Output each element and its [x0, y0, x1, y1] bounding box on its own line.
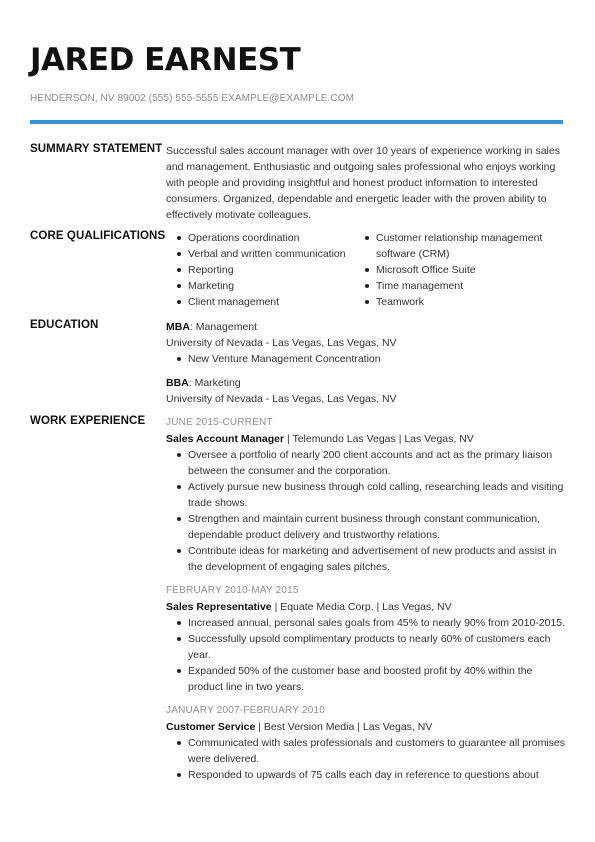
job-dates: FEBRUARY 2010-MAY 2015 [166, 585, 299, 596]
list-item: Oversee a portfolio of nearly 200 client accounts and act as the primary liaison between the consumer and the corporation. [166, 447, 566, 479]
job-dates: JUNE 2015-CURRENT [166, 417, 273, 428]
job-role: Sales Representative [166, 601, 272, 613]
degree-field: : Management [189, 321, 258, 333]
header-divider [30, 120, 563, 124]
contact-line: HENDERSON, NV 89002 (555) 555-5555 EXAMPLE@EXAMPLE.COM [30, 93, 355, 104]
list-item: Microsoft Office Suite [364, 262, 564, 278]
job-title-line [166, 431, 566, 447]
section-title-qualifications: CORE QUALIFICATIONS [30, 230, 166, 242]
job-role: Customer Service [166, 721, 256, 733]
summary-text: Successful sales account manager with over 10 years of experience working in sales and management. Enthusiastic and outgoing sales professional who enjoys working with people and providing insightful and honest product information to interested consumers. Organized, dependable and energetic leader with the proven ability to effectively motivate colleagues. [166, 145, 560, 221]
list-item: Successfully upsold complimentary products to nearly 60% of customers each year. [166, 631, 566, 663]
section-title-work: WORK EXPERIENCE [30, 415, 146, 427]
degree-field: : Marketing [188, 377, 241, 389]
qualifications-list-left [166, 230, 364, 310]
degree-line [166, 375, 566, 391]
section-title-summary: SUMMARY STATEMENT [30, 143, 163, 155]
job-org: | Telemundo Las Vegas | Las Vegas, NV [284, 433, 474, 445]
list-item: Operations coordination [166, 230, 364, 246]
candidate-name: JARED EARNEST [30, 42, 301, 78]
job-bullets [166, 735, 566, 783]
list-item: Verbal and written communication [166, 246, 364, 262]
list-item: Reporting [166, 262, 364, 278]
list-item: Responded to upwards of 75 calls each day in reference to questions about [166, 767, 566, 783]
job-dates: JANUARY 2007-FEBRUARY 2010 [166, 705, 325, 716]
list-item: Contribute ideas for marketing and advertisement of new products and assist in the development of engaging sales pitches. [166, 543, 566, 575]
school-line: University of Nevada - Las Vegas, Las Vegas, NV [166, 337, 397, 349]
school-line: University of Nevada - Las Vegas, Las Vegas, NV [166, 393, 397, 405]
list-item: Strengthen and maintain current business through constant communication, dependable product delivery and trustworthy relations. [166, 511, 566, 543]
degree-name: BBA [166, 377, 189, 389]
qualifications-list-right [364, 230, 564, 310]
job-title-line [166, 599, 566, 615]
degree-name: MBA [166, 321, 190, 333]
list-item: Marketing [166, 278, 364, 294]
job-role: Sales Account Manager [166, 433, 285, 445]
list-item: Client management [166, 294, 364, 310]
job-org: | Equate Media Corp. | Las Vegas, NV [271, 601, 452, 613]
job-org: | Best Version Media | Las Vegas, NV [255, 721, 433, 733]
degree-line [166, 319, 566, 335]
list-item: Time management [364, 278, 564, 294]
list-item: Increased annual, personal sales goals from 45% to nearly 90% from 2010-2015. [166, 615, 566, 631]
list-item: Actively pursue new business through cold calling, researching leads and visiting trade shows. [166, 479, 566, 511]
list-item: New Venture Management Concentration [166, 351, 566, 367]
job-bullets [166, 615, 566, 695]
list-item: Communicated with sales professionals and customers to guarantee all promises were delivered. [166, 735, 566, 767]
job-title-line [166, 719, 566, 735]
list-item: Expanded 50% of the customer base and boosted profit by 40% within the product line in two years. [166, 663, 566, 695]
job-bullets [166, 447, 566, 575]
section-title-education: EDUCATION [30, 319, 99, 331]
list-item: Teamwork [364, 294, 564, 310]
education-bullets [166, 351, 566, 367]
list-item: Customer relationship management software (CRM) [364, 230, 564, 262]
